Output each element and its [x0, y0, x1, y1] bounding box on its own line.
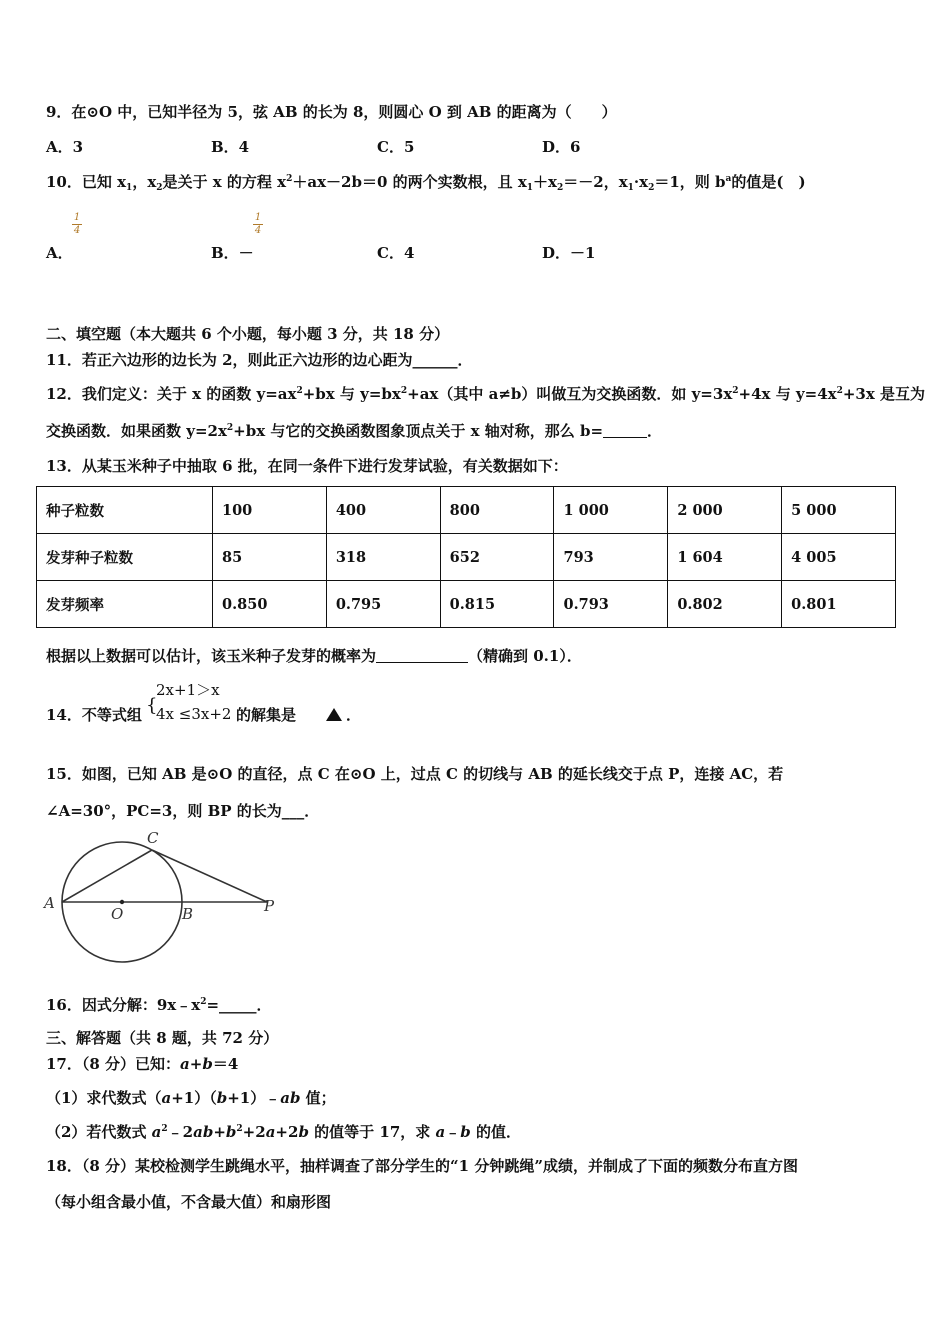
table-cell: 0.795 [326, 581, 440, 628]
label-p: P [264, 897, 275, 915]
table-cell: 0.801 [782, 581, 896, 628]
q9-stem: 9．在⊙O 中，已知半径为 5，弦 AB 的长为 8，则圆心 O 到 AB 的距离为（ ） [46, 103, 617, 121]
section2-heading: 二、填空题（本大题共 6 个小题，每小题 3 分，共 18 分） [46, 325, 450, 343]
q10-option-c: C．4 [377, 244, 415, 262]
q10-option-a: A． [46, 244, 73, 262]
q14-brace: { [146, 695, 158, 716]
table-cell: 652 [440, 534, 554, 581]
q14-label: 14．不等式组 [46, 706, 142, 724]
table-cell: 793 [554, 534, 668, 581]
table-cell: 0.850 [213, 581, 327, 628]
q15-line2: ∠A=30°，PC=3，则 BP 的长为___． [46, 802, 320, 820]
q9-option-d: D．6 [542, 138, 581, 156]
q14-system [156, 678, 231, 726]
table-cell: 318 [326, 534, 440, 581]
table-row [37, 534, 896, 581]
q10-option-b-fraction: 1 4 [254, 212, 262, 236]
q12-answer-blank[interactable] [603, 422, 647, 438]
germination-table [36, 486, 896, 628]
q10-option-d: D．－1 [542, 244, 596, 262]
label-b: B [182, 905, 194, 923]
table-cell: 0.815 [440, 581, 554, 628]
table-cell: 1 000 [554, 487, 668, 534]
q9-option-c: C．5 [377, 138, 415, 156]
table-cell: 800 [440, 487, 554, 534]
q13-after: 根据以上数据可以估计，该玉米种子发芽的概率为 （精确到 0.1）． [46, 647, 582, 665]
table-cell: 2 000 [668, 487, 782, 534]
q16-stem: 16．因式分解：$9x﹣x^2=\_\_\_\_\_$． [46, 996, 272, 1014]
q18-line2: （每小组含最小值，不含最大值）和扇形图 [46, 1193, 332, 1211]
q11-stem: 11．若正六边形的边长为 2，则此正六边形的边心距为______． [46, 351, 473, 369]
table-row [37, 487, 896, 534]
q13-answer-blank[interactable] [376, 647, 468, 663]
q10-option-b: B．－ [211, 244, 254, 262]
q14-inequality-1: 2x+1＞x [156, 681, 220, 699]
center-point [120, 900, 124, 904]
q17-part2: （2）若代数式 $a^2﹣2ab+b^2+2a+2b$ 的值等于 17，求 a﹣b 的值． [46, 1123, 521, 1141]
table-cell: 85 [213, 534, 327, 581]
q15-line1: 15．如图，已知 AB 是⊙O 的直径，点 C 在⊙O 上，过点 C 的切线与 AB 的延长线交于点 P，连接 AC，若 [46, 765, 784, 783]
q17-stem: 17．（8 分）已知：a+b＝4 [46, 1055, 239, 1073]
label-a: A [44, 894, 55, 912]
triangle-icon [326, 708, 342, 721]
q12-line2: 交换函数．如果函数 $y=2x^2+bx$ 与它的交换函数图象顶点关于 x 轴对称，那么 b= ． [46, 422, 663, 440]
table-cell: 5 000 [782, 487, 896, 534]
q10-stem: 10．已知 $x_1$，$x_2$是关于 x 的方程 $x^2+ax-2b=0$ 的两个实数根，且 $x_1+x_2=-2$，$x_1\cdot x_2=1$，则 $b^a$的值是( ) [46, 173, 806, 193]
table-cell: 0.802 [668, 581, 782, 628]
table-cell: 发芽频率 [37, 581, 213, 628]
table-cell: 0.793 [554, 581, 668, 628]
q10-option-a-fraction: 1 4 [73, 212, 81, 236]
q13-stem: 13．从某玉米种子中抽取 6 批，在同一条件下进行发芽试验，有关数据如下： [46, 457, 568, 475]
q9-option-b: B．4 [211, 138, 250, 156]
label-o: O [111, 905, 124, 923]
table-cell: 4 005 [782, 534, 896, 581]
table-cell: 100 [213, 487, 327, 534]
table-cell: 400 [326, 487, 440, 534]
q17-part1: （1）求代数式（a+1）（b+1）﹣ab 值； [46, 1089, 336, 1107]
q18-line1: 18．（8 分）某校检测学生跳绳水平，抽样调查了部分学生的“1 分钟跳绳”成绩，并制成了下面的频数分布直方图 [46, 1157, 798, 1175]
table-cell: 1 604 [668, 534, 782, 581]
table-cell: 种子粒数 [37, 487, 213, 534]
q14-inequality-2: 4x ≤3x+2 [156, 705, 232, 723]
q9-option-a: A．3 [46, 138, 84, 156]
label-c: C [147, 829, 159, 847]
chord-ac [62, 850, 152, 902]
q12-line1: 12．我们定义：关于 x 的函数 $y=ax^2+bx$ 与 $y=bx^2+ax$（其中 a≠b）叫做互为交换函数．如 $y=3x^2+4x$ 与 $y=4x^2+3x$ 是互为 [46, 385, 926, 403]
table-cell: 发芽种子粒数 [37, 534, 213, 581]
section3-heading: 三、解答题（共 8 题，共 72 分） [46, 1029, 279, 1047]
table-row [37, 581, 896, 628]
tangent-cp [152, 850, 267, 902]
circle-tangent-figure [40, 826, 285, 966]
q14-suffix: 的解集是 ． [236, 706, 362, 724]
